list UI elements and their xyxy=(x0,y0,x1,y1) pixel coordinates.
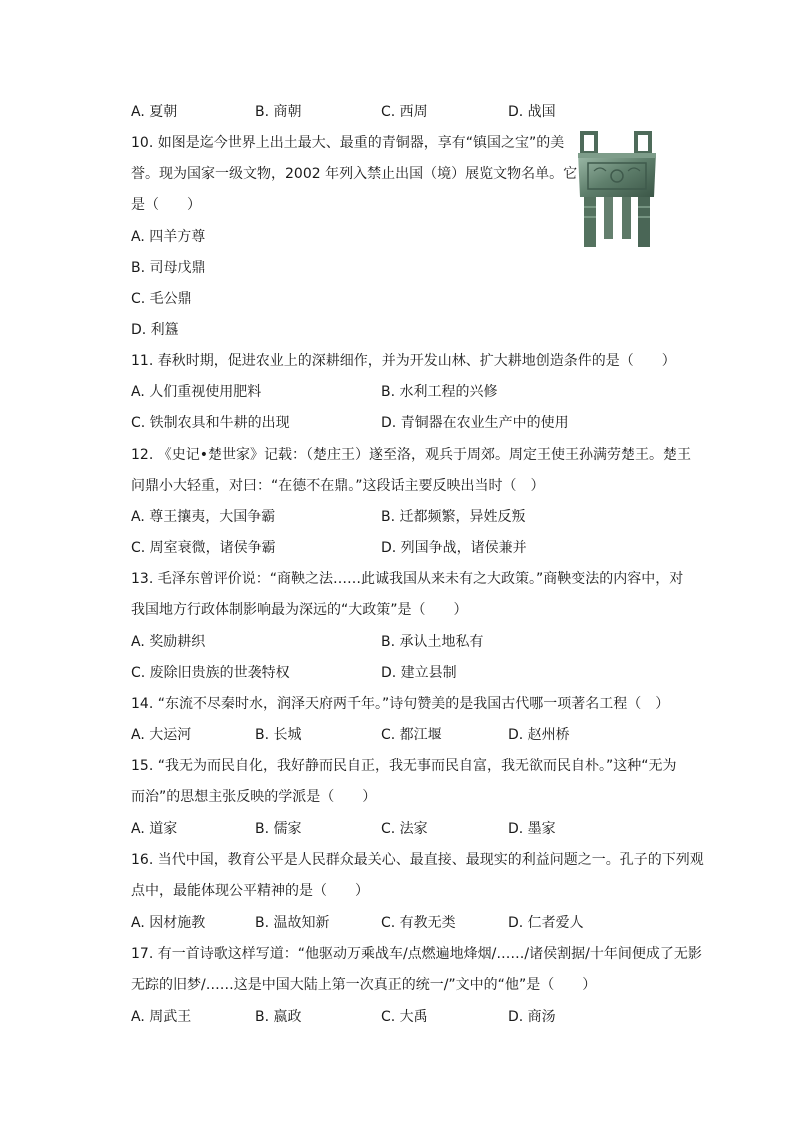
q13-option-b[interactable]: B. 承认土地私有 xyxy=(381,634,484,650)
q17-stem-line-1: 17. 有一首诗歌这样写道：“他驱动万乘战车/点燃遍地烽烟/……/诸侯割据/十年间便成了无影 xyxy=(131,946,702,962)
q15-option-a[interactable]: A. 道家 xyxy=(131,821,178,837)
q10-option-b[interactable]: B. 司母戊鼎 xyxy=(131,260,206,276)
q16-stem-line-2: 点中，最能体现公平精神的是（ ） xyxy=(131,883,369,899)
q12-option-a[interactable]: A. 尊王攘夷，大国争霸 xyxy=(131,509,276,525)
q11-option-d[interactable]: D. 青铜器在农业生产中的使用 xyxy=(381,415,569,431)
q14-option-c[interactable]: C. 都江堰 xyxy=(381,727,442,743)
q17-option-b[interactable]: B. 嬴政 xyxy=(255,1009,302,1025)
q14-option-b[interactable]: B. 长城 xyxy=(255,727,302,743)
q14-option-a[interactable]: A. 大运河 xyxy=(131,727,192,743)
q9-option-a[interactable]: A. 夏朝 xyxy=(131,104,178,120)
q12-option-d[interactable]: D. 列国争战，诸侯兼并 xyxy=(381,540,527,556)
q16-option-a[interactable]: A. 因材施教 xyxy=(131,915,206,931)
q16-option-b[interactable]: B. 温故知新 xyxy=(255,915,330,931)
q16-option-d[interactable]: D. 仁者爱人 xyxy=(508,915,584,931)
q9-option-d[interactable]: D. 战国 xyxy=(508,104,556,120)
q13-option-a[interactable]: A. 奖励耕织 xyxy=(131,634,206,650)
q10-stem-line-1: 10. 如图是迄今世界上出土最大、最重的青铜器，享有“镇国之宝”的美 xyxy=(131,135,565,151)
q10-stem-line-3: 是（ ） xyxy=(131,197,201,213)
q11-option-b[interactable]: B. 水利工程的兴修 xyxy=(381,384,498,400)
q10-stem-line-2: 誉。现为国家一级文物，2002 年列入禁止出国（境）展览文物名单。它 xyxy=(131,166,578,182)
q17-option-a[interactable]: A. 周武王 xyxy=(131,1009,192,1025)
q11-option-c[interactable]: C. 铁制农具和牛耕的出现 xyxy=(131,415,290,431)
q12-stem-line-2: 问鼎小大轻重，对曰：“在德不在鼎。”这段话主要反映出当时（ ） xyxy=(131,478,545,494)
q15-stem-line-2: 而治”的思想主张反映的学派是（ ） xyxy=(131,789,377,805)
q9-option-b[interactable]: B. 商朝 xyxy=(255,104,302,120)
q16-option-c[interactable]: C. 有教无类 xyxy=(381,915,456,931)
q10-option-c[interactable]: C. 毛公鼎 xyxy=(131,291,192,307)
q13-option-d[interactable]: D. 建立县制 xyxy=(381,665,457,681)
q17-option-c[interactable]: C. 大禹 xyxy=(381,1009,428,1025)
q17-stem-line-2: 无踪的旧梦/……这是中国大陆上第一次真正的统一/”文中的“他”是（ ） xyxy=(131,977,597,993)
q14-stem-line-1: 14. “东流不尽秦时水，润泽天府两千年。”诗句赞美的是我国古代哪一项著名工程（ ） xyxy=(131,696,670,712)
q17-option-d[interactable]: D. 商汤 xyxy=(508,1009,556,1025)
q15-option-b[interactable]: B. 儒家 xyxy=(255,821,302,837)
q16-stem-line-1: 16. 当代中国，教育公平是人民群众最关心、最直接、最现实的利益问题之一。孔子的下列观 xyxy=(131,852,704,868)
q15-option-c[interactable]: C. 法家 xyxy=(381,821,428,837)
q15-stem-line-1: 15. “我无为而民自化，我好静而民自正，我无事而民自富，我无欲而民自朴。”这种“无为 xyxy=(131,758,677,774)
q12-stem-line-1: 12. 《史记•楚世家》记载：（楚庄王）遂至洛，观兵于周郊。周定王使王孙满劳楚王。楚王 xyxy=(131,447,691,463)
q12-option-c[interactable]: C. 周室衰微，诸侯争霸 xyxy=(131,540,276,556)
q11-stem-line-1: 11. 春秋时期，促进农业上的深耕细作，并为开发山林、扩大耕地创造条件的是（ ） xyxy=(131,353,676,369)
q14-option-d[interactable]: D. 赵州桥 xyxy=(508,727,570,743)
q11-option-a[interactable]: A. 人们重视使用肥料 xyxy=(131,384,262,400)
bronze-ding-icon xyxy=(574,131,660,251)
q12-option-b[interactable]: B. 迁都频繁，异姓反叛 xyxy=(381,509,526,525)
q13-stem-line-2: 我国地方行政体制影响最为深远的“大政策”是（ ） xyxy=(131,602,468,618)
q15-option-d[interactable]: D. 墨家 xyxy=(508,821,556,837)
q10-option-a[interactable]: A. 四羊方尊 xyxy=(131,229,206,245)
q9-option-c[interactable]: C. 西周 xyxy=(381,104,428,120)
q10-option-d[interactable]: D. 利簋 xyxy=(131,322,179,338)
q13-stem-line-1: 13. 毛泽东曾评价说：“商鞅之法……此诚我国从来未有之大政策。”商鞅变法的内容中，对 xyxy=(131,571,684,587)
q13-option-c[interactable]: C. 废除旧贵族的世袭特权 xyxy=(131,665,290,681)
